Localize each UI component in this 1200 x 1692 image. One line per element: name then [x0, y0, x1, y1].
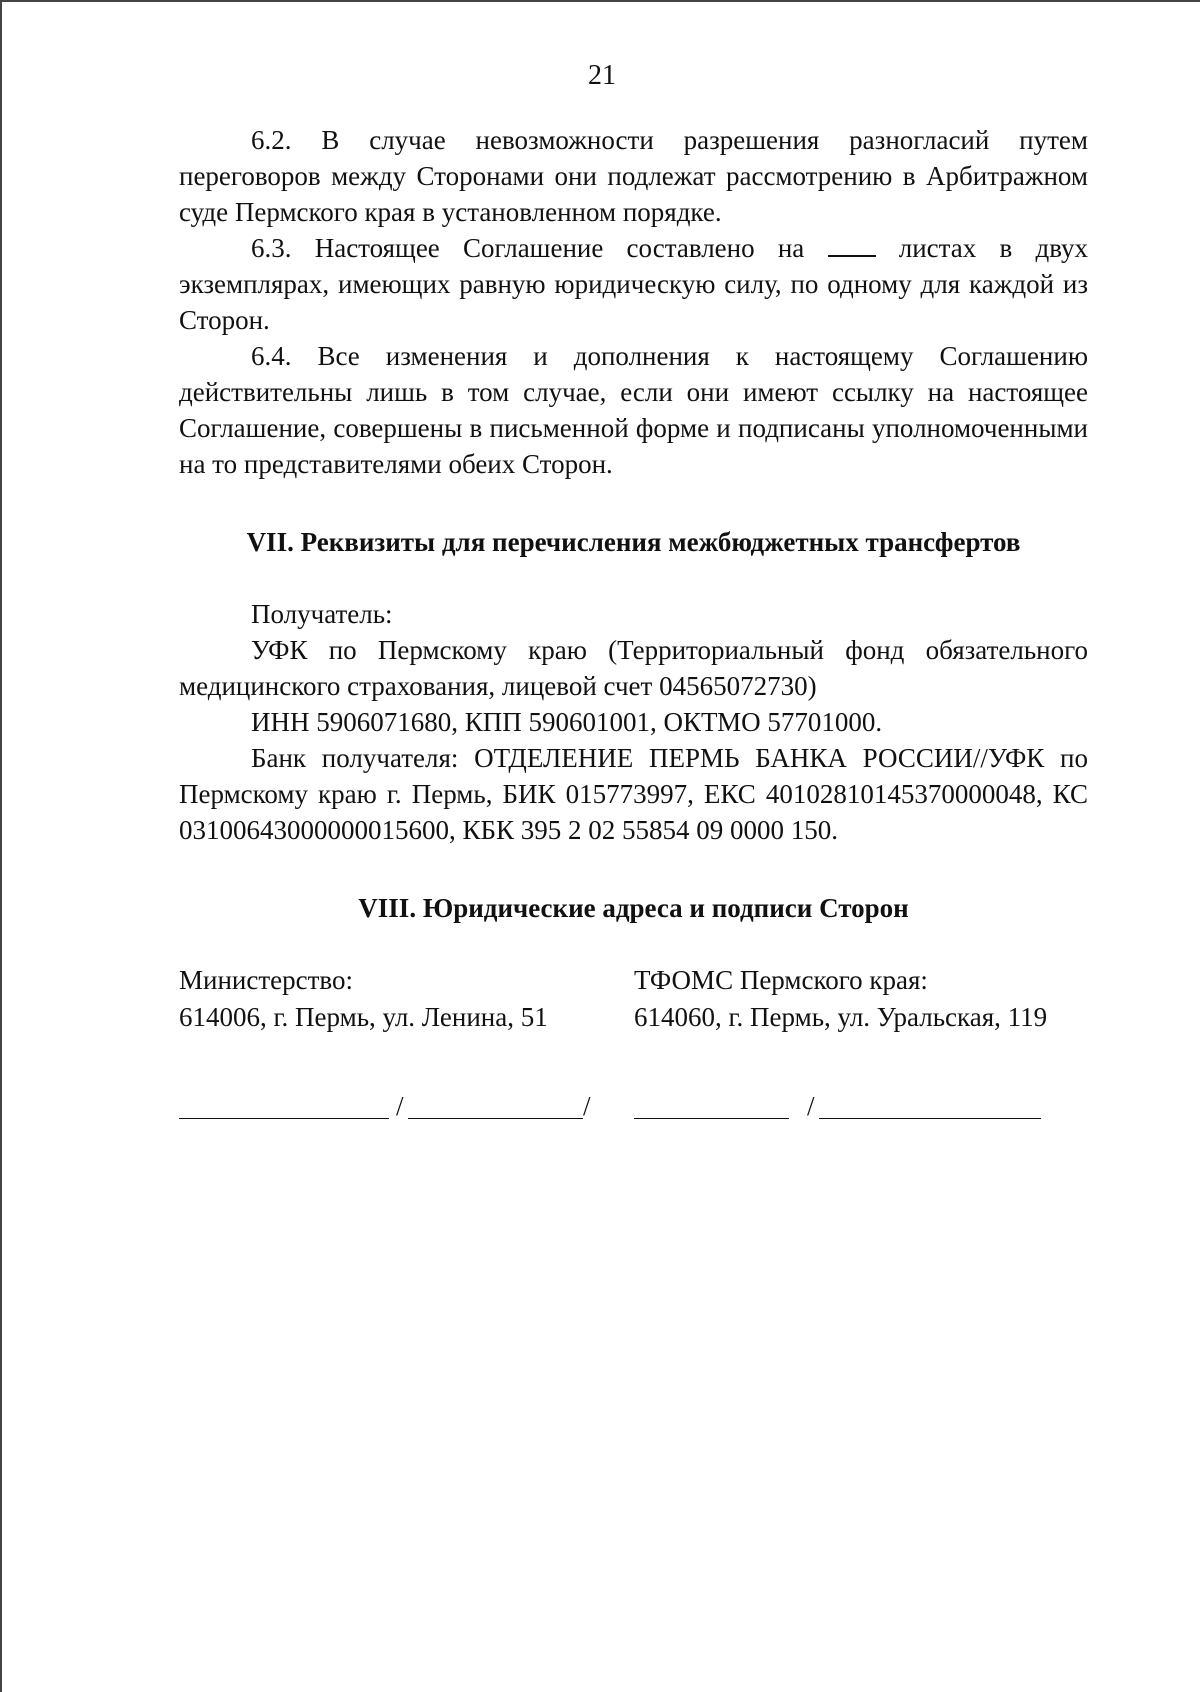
ministry-address: 614006, г. Пермь, ул. Ленина, 51 — [179, 1002, 548, 1032]
paragraph-6-3-end: листах в двух экземплярах, имеющих равную юридическую силу, по одному для каждой из Сторон. — [179, 233, 1089, 335]
tfoms-address: 614060, г. Пермь, ул. Уральская, 119 — [634, 1002, 1048, 1032]
paragraph-6-2: 6.2. В случае невозможности разрешения разногласий путем переговоров между Сторонами они подлежат рассмотрению в Арбитражном суде Пермского края в установленном порядке. — [179, 125, 1088, 227]
tfoms-signature-slash: / — [807, 1091, 815, 1121]
tfoms-name: ТФОМС Пермского края: — [634, 965, 928, 995]
recipient-inn: ИНН 5906071680, КПП 590601001, ОКТМО 57701000. — [251, 707, 883, 737]
ministry-name: Министерство: — [179, 965, 353, 995]
paragraph-6-4: 6.4. Все изменения и дополнения к настоящему Соглашению действительны лишь в том случае, если они имеют ссылку на настоящее Соглашение, совершены в письменной форме и подписаны уполномоченными на то представителями обеих Сторон. — [179, 341, 1088, 479]
sheet-count-blank — [828, 235, 876, 257]
ministry-signature-slash: / — [396, 1091, 404, 1121]
signature-lines — [179, 1088, 1088, 1128]
recipient-label: Получатель: — [251, 599, 393, 629]
party-addresses — [179, 962, 1088, 1042]
ministry-signature-line — [179, 1118, 389, 1119]
recipient-ufk: УФК по Пермскому краю (Территориальный фонд обязательного медицинского страхования, лицевой счет 04565072730) — [179, 635, 1088, 701]
section-7-title: VII. Реквизиты для перечисления межбюджетных трансфертов — [246, 527, 1021, 557]
tfoms-signature-line — [634, 1118, 789, 1119]
tfoms-block — [634, 962, 1047, 1036]
tfoms-name-line — [819, 1118, 1041, 1119]
paragraph-6-3 — [179, 230, 1088, 338]
section-8-title: VIII. Юридические адреса и подписи Сторон — [358, 893, 909, 923]
ministry-block — [179, 962, 548, 1036]
document-body — [179, 122, 1088, 1128]
ministry-name-slash: / — [583, 1091, 591, 1121]
paragraph-6-3-start: 6.3. Настоящее Соглашение составлено на — [251, 233, 805, 263]
page-number: 21 — [588, 60, 616, 91]
ministry-name-line — [408, 1118, 583, 1119]
recipient-bank: Банк получателя: ОТДЕЛЕНИЕ ПЕРМЬ БАНКА РОССИИ//УФК по Пермскому краю г. Пермь, БИК 015773997, ЕКС 40102810145370000048, КС 03100643000000015600, КБК 395 2 02 55854 09 0000 150. — [179, 743, 1088, 845]
